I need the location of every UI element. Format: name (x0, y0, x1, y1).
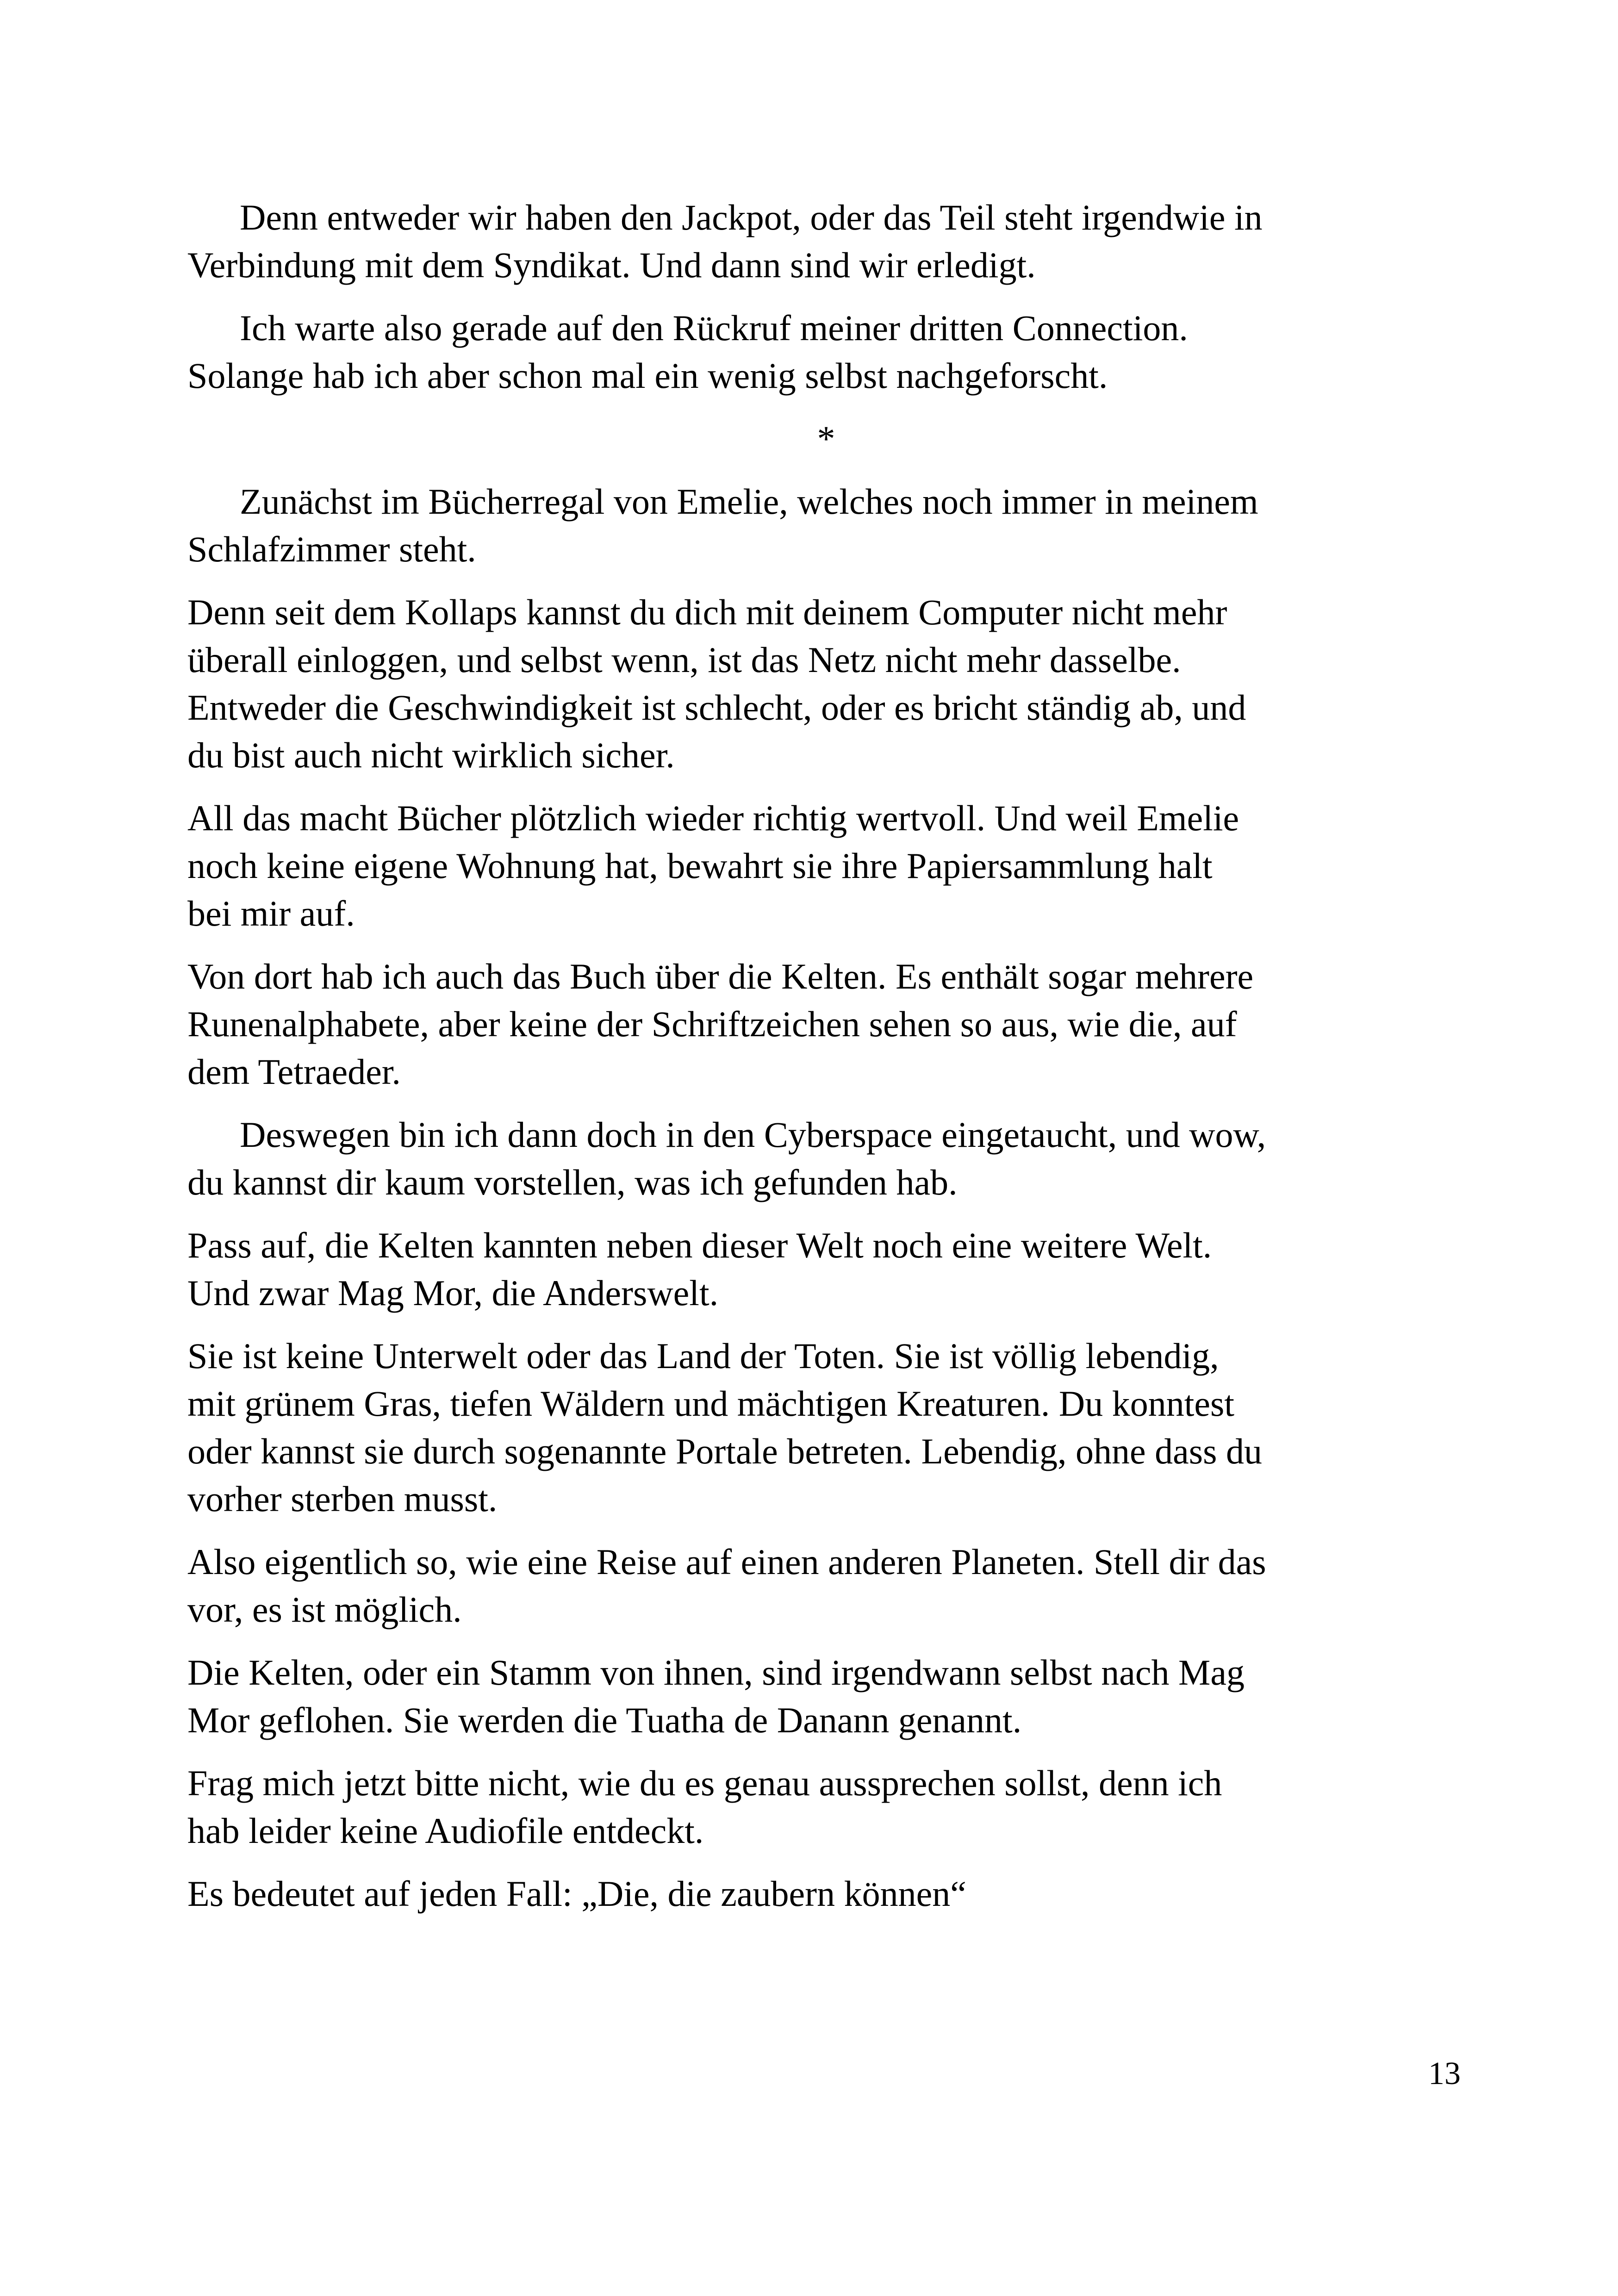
paragraph (187, 1332, 1465, 1523)
text-line: Schlafzimmer steht. (187, 529, 476, 569)
text-line: du bist auch nicht wirklich sicher. (187, 735, 675, 775)
text-line: All das macht Bücher plötzlich wieder richtig wertvoll. Und weil Emelie (187, 798, 1239, 838)
paragraph (187, 478, 1465, 573)
text-line: Es bedeutet auf jeden Fall: „Die, die zaubern können“ (187, 1873, 966, 1914)
text-line: Pass auf, die Kelten kannten neben dieser Welt noch eine weitere Welt. (187, 1225, 1212, 1265)
text-line: Denn entweder wir haben den Jackpot, oder das Teil steht irgendwie in (240, 197, 1263, 237)
text-line: vorher sterben musst. (187, 1479, 498, 1519)
text-line: Mor geflohen. Sie werden die Tuatha de Danann genannt. (187, 1700, 1022, 1740)
paragraph (187, 1538, 1465, 1633)
text-line: Ich warte also gerade auf den Rückruf meiner dritten Connection. (240, 308, 1188, 348)
text-line: Deswegen bin ich dann doch in den Cyberspace eingetaucht, und wow, (240, 1114, 1266, 1155)
paragraph (187, 1111, 1465, 1206)
text-line: dem Tetraeder. (187, 1052, 401, 1092)
text-line: Verbindung mit dem Syndikat. Und dann sind wir erledigt. (187, 245, 1036, 285)
text-line: Die Kelten, oder ein Stamm von ihnen, sind irgendwann selbst nach Mag (187, 1652, 1245, 1692)
text-line: hab leider keine Audiofile entdeckt. (187, 1811, 704, 1851)
page-number: 13 (1428, 2056, 1461, 2091)
paragraph (187, 1649, 1465, 1744)
text-line: Runenalphabete, aber keine der Schriftzeichen sehen so aus, wie die, auf (187, 1004, 1237, 1044)
paragraph (187, 1759, 1465, 1854)
paragraph (187, 304, 1465, 399)
text-line: bei mir auf. (187, 893, 355, 933)
text-line: überall einloggen, und selbst wenn, ist das Netz nicht mehr dasselbe. (187, 640, 1181, 680)
text-line: Also eigentlich so, wie eine Reise auf einen anderen Planeten. Stell dir das (187, 1542, 1266, 1582)
scene-break: * (817, 418, 835, 459)
paragraph (187, 952, 1465, 1095)
paragraph (187, 1870, 1465, 1917)
text-line: Und zwar Mag Mor, die Anderswelt. (187, 1273, 719, 1313)
text-line: Entweder die Geschwindigkeit ist schlecht, oder es bricht ständig ab, und (187, 687, 1246, 728)
paragraph (187, 794, 1465, 937)
paragraph (187, 1221, 1465, 1317)
text-line: Solange hab ich aber schon mal ein wenig selbst nachgeforscht. (187, 355, 1108, 396)
text-line: Denn seit dem Kollaps kannst du dich mit deinem Computer nicht mehr (187, 592, 1227, 632)
text-line: mit grünem Gras, tiefen Wäldern und mächtigen Kreaturen. Du konntest (187, 1383, 1235, 1424)
text-line: noch keine eigene Wohnung hat, bewahrt sie ihre Papiersammlung halt (187, 846, 1213, 886)
text-line: vor, es ist möglich. (187, 1589, 462, 1630)
text-line: Frag mich jetzt bitte nicht, wie du es genau aussprechen sollst, denn ich (187, 1763, 1222, 1803)
text-line: Sie ist keine Unterwelt oder das Land der Toten. Sie ist völlig lebendig, (187, 1336, 1219, 1376)
body-text (187, 193, 1465, 1933)
text-line: oder kannst sie durch sogenannte Portale betreten. Lebendig, ohne dass du (187, 1431, 1262, 1471)
text-line: du kannst dir kaum vorstellen, was ich gefunden hab. (187, 1162, 958, 1202)
text-line: Von dort hab ich auch das Buch über die Kelten. Es enthält sogar mehrere (187, 956, 1254, 996)
paragraph (187, 588, 1465, 779)
paragraph (187, 193, 1465, 289)
text-line: Zunächst im Bücherregal von Emelie, welches noch immer in meinem (240, 481, 1258, 522)
